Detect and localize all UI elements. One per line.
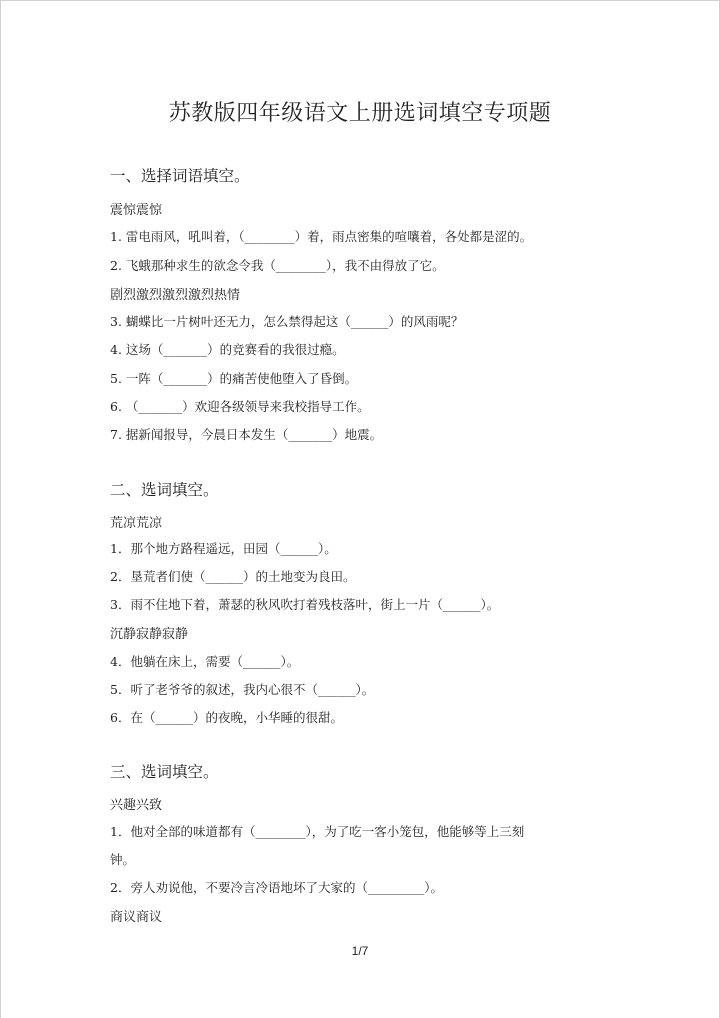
section-2-item-5: 5．听了老爷爷的叙述，我内心很不（______）。 bbox=[110, 682, 375, 697]
section-2-item-6: 6．在（______）的夜晚，小华睡的很甜。 bbox=[110, 710, 343, 725]
section-3-item-2: 2．旁人劝说他，不要冷言冷语地坏了大家的（_________）。 bbox=[110, 880, 443, 895]
section-2-item-2: 2．垦荒者们使（______）的土地变为良田。 bbox=[110, 569, 356, 584]
section-2-item-3: 3．雨不住地下着，萧瑟的秋风吹打着残枝落叶，街上一片（______）。 bbox=[110, 597, 500, 612]
page-border-left bbox=[0, 0, 1, 1018]
section-2-item-1: 1．那个地方路程遥远，田园（______）。 bbox=[110, 541, 337, 556]
section-3-item-1-continued: 钟。 bbox=[110, 852, 136, 867]
section-1-word-group-1: 震惊震惊 bbox=[110, 203, 163, 218]
section-3-item-1: 1．他对全部的味道都有（________），为了吃一客小笼包，他能够等上三刻 bbox=[110, 824, 525, 839]
section-2-heading: 二、选词填空。 bbox=[110, 481, 219, 499]
section-1-item-4: 4. 这场（_______）的竞赛看的我很过瘾。 bbox=[110, 342, 345, 357]
section-2-item-4: 4．他躺在床上，需要（______）。 bbox=[110, 654, 300, 669]
section-1-word-group-2: 剧烈激烈激烈激烈热情 bbox=[110, 288, 241, 303]
section-1-item-3: 3. 蝴蝶比一片树叶还无力，怎么禁得起这（______）的风雨呢？ bbox=[110, 314, 464, 329]
section-3-word-group-2: 商议商议 bbox=[110, 910, 163, 925]
section-1-item-5: 5. 一阵（_______）的痛苦使他堕入了昏倒。 bbox=[110, 371, 358, 386]
section-2-word-group-2: 沉静寂静寂静 bbox=[110, 627, 189, 642]
section-1-item-7: 7. 据新闻报导，今晨日本发生（_______）地震。 bbox=[110, 427, 383, 442]
section-1-heading: 一、选择词语填空。 bbox=[110, 167, 250, 185]
section-2-word-group-1: 荒凉荒凉 bbox=[110, 516, 163, 531]
section-3-heading: 三、选词填空。 bbox=[110, 763, 219, 781]
section-3-word-group-1: 兴趣兴致 bbox=[110, 798, 163, 813]
section-1-item-1: 1. 雷电雨风，吼叫着，（________）着，雨点密集的喧嚷着，各处都是涩的。 bbox=[110, 229, 533, 244]
page-border-top bbox=[0, 0, 720, 1]
section-1-item-2: 2. 飞蛾那种求生的欲念令我（________），我不由得放了它。 bbox=[110, 258, 445, 273]
section-1-item-6: 6. （_______）欢迎各级领导来我校指导工作。 bbox=[110, 399, 370, 414]
document-title: 苏教版四年级语文上册选词填空专项题 bbox=[168, 101, 552, 126]
page-number: 1/7 bbox=[351, 944, 369, 958]
